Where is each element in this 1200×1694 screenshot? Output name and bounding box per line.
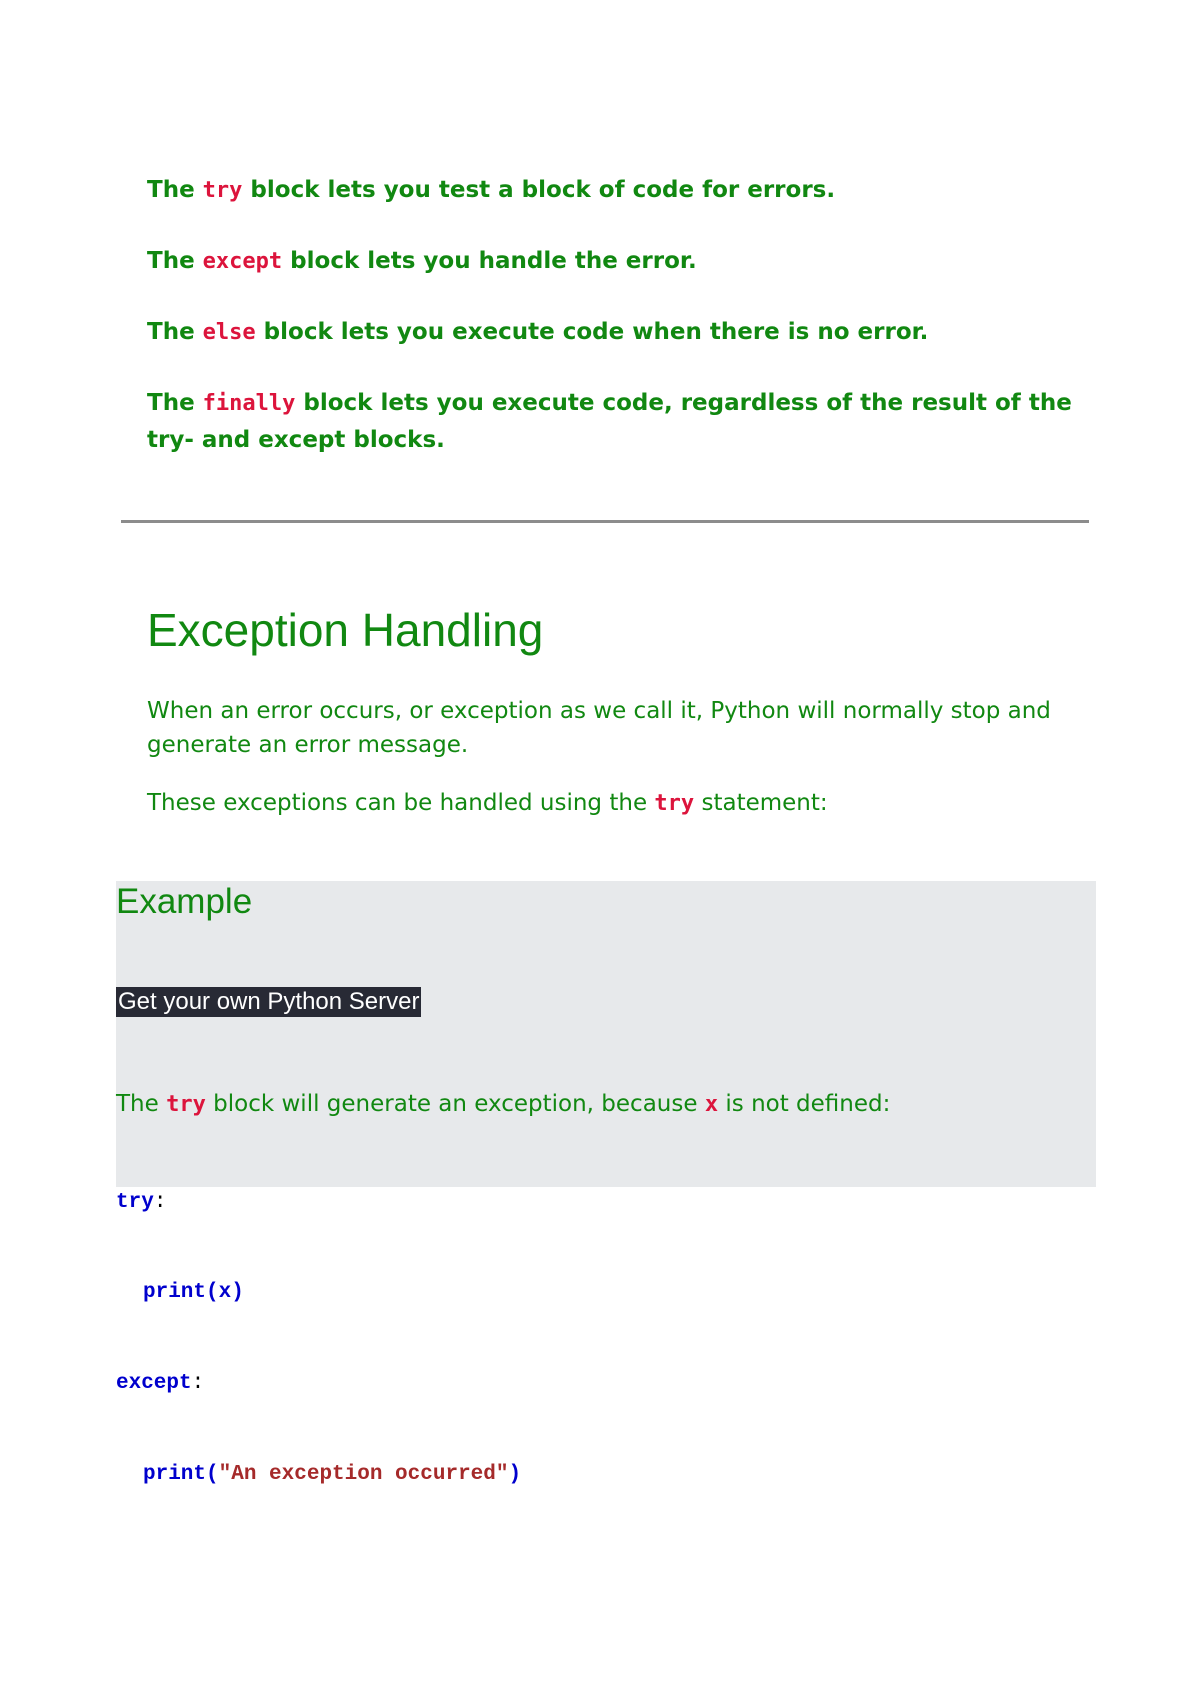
- keyword-else: else: [202, 320, 256, 345]
- code-line-4: [143, 1460, 521, 1490]
- keyword-finally: finally: [202, 391, 296, 416]
- intro-text: block lets you test a block of code for errors.: [242, 177, 836, 203]
- description-text: is not defined:: [718, 1091, 891, 1117]
- intro-finally-line: [147, 385, 1087, 458]
- intro-text: The: [147, 390, 203, 416]
- code-keyword: try: [116, 1191, 154, 1214]
- intro-text: block lets you execute code, regardless of the result of the try- and except blocks.: [147, 390, 1072, 453]
- keyword-x: x: [704, 1092, 719, 1117]
- keyword-try: try: [654, 791, 695, 816]
- code-function: print: [143, 1463, 207, 1486]
- code-line-3: [116, 1369, 204, 1399]
- code-keyword: except: [116, 1372, 192, 1395]
- example-description: [116, 1087, 890, 1122]
- intro-else-line: [147, 314, 1087, 351]
- keyword-try: try: [166, 1092, 206, 1117]
- code-args: (x): [206, 1281, 244, 1304]
- code-function: print: [143, 1281, 207, 1304]
- code-punctuation: :: [191, 1372, 205, 1395]
- intro-text: The: [147, 248, 203, 274]
- paragraph-text: These exceptions can be handled using the: [147, 790, 655, 816]
- code-punctuation: :: [153, 1191, 167, 1214]
- code-punctuation: (: [206, 1463, 219, 1486]
- intro-section: [147, 172, 1087, 492]
- section-paragraph-1: When an error occurs, or exception as we call it, Python will normally stop and generate an error message.: [147, 698, 1051, 758]
- keyword-except: except: [202, 249, 283, 274]
- code-line-2: [143, 1278, 244, 1308]
- get-python-server-button[interactable]: Get your own Python Server: [118, 988, 420, 1015]
- example-title: Example: [116, 882, 253, 921]
- intro-text: The: [147, 319, 203, 345]
- code-string: "An exception occurred": [218, 1463, 509, 1486]
- keyword-try: try: [202, 178, 243, 203]
- intro-text: block lets you handle the error.: [282, 248, 697, 274]
- intro-text: The: [147, 177, 203, 203]
- description-text: The: [116, 1091, 167, 1117]
- code-punctuation: ): [508, 1463, 522, 1486]
- example-box: [116, 881, 1096, 1187]
- paragraph-text: statement:: [694, 790, 828, 816]
- description-text: block will generate an exception, because: [205, 1091, 705, 1117]
- section-body: [147, 694, 1087, 845]
- section-divider: [121, 520, 1089, 523]
- intro-except-line: [147, 243, 1087, 280]
- section-paragraph-2: [147, 786, 1087, 821]
- intro-text: block lets you execute code when there is no error.: [255, 319, 929, 345]
- code-line-1: [116, 1188, 166, 1218]
- page-title: Exception Handling: [147, 604, 544, 656]
- intro-try-line: [147, 172, 1087, 209]
